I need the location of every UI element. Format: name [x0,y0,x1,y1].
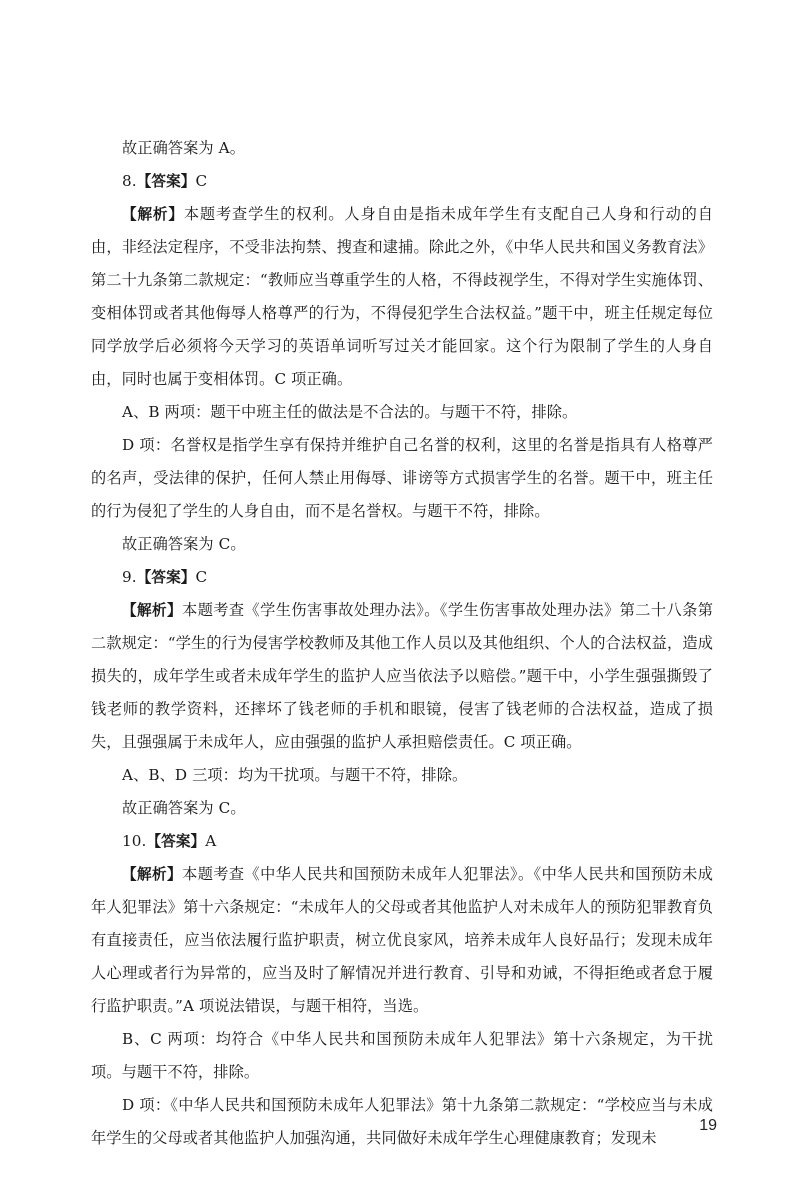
paragraph [91,1023,713,1089]
analysis-label: 【解析】 [122,602,183,619]
answer-label: 【答案】 [136,569,196,586]
analysis-label: 【解析】 [122,206,184,223]
question-number: 8. [122,172,137,190]
paragraph-text: A、B、D 三项：均为干扰项。与题干不符，排除。 [122,766,468,784]
analysis-label: 【解析】 [122,866,183,883]
analysis-text: 本题考查《中华人民共和国预防未成年人犯罪法》。《中华人民共和国预防未成年人犯罪法》第十六条规定：“未成年人的父母或者其他监护人对未成年人的预防犯罪教育负有直接责任，应当依法履行监护职责，树立优良家风，培养未成年人良好品行；发现未成年人心理或者行为异常的，应当及时了解情况并进行教育、引导和劝诫，不得拒绝或者怠于履行监护职责。”A 项说法错误，与题干相符，当选。 [91,865,713,1015]
paragraph [91,792,713,825]
analysis-text: 本题考查《学生伤害事故处理办法》。《学生伤害事故处理办法》第二十八条第二款规定：“学生的行为侵害学校教师及其他工作人员以及其他组织、个人的合法权益，造成损失的，成年学生或者未成年学生的监护人应当依法予以赔偿。”题干中，小学生强强撕毁了钱老师的教学资料，还摔坏了钱老师的手机和眼镜，侵害了钱老师的合法权益，造成了损失，且强强属于未成年人，应由强强的监护人承担赔偿责任。C 项正确。 [91,601,713,751]
answer-value: A [205,832,217,850]
paragraph [91,429,713,528]
paragraph-text: 故正确答案为 C。 [122,535,246,553]
paragraph-text: D 项：《中华人民共和国预防未成年人犯罪法》第十九条第二款规定：“学校应当与未成年学生的父母或者其他监护人加强沟通，共同做好未成年学生心理健康教育；发现未 [91,1096,713,1147]
analysis-paragraph [91,198,713,396]
paragraph-text: 故正确答案为 A。 [122,139,246,157]
answer-label: 【答案】 [146,833,206,850]
paragraph [91,759,713,792]
answer-label: 【答案】 [136,173,196,190]
paragraph-text: B、C 两项：均符合《中华人民共和国预防未成年人犯罪法》第十六条规定，为干扰项。与题干不符，排除。 [91,1030,713,1081]
answer-line [91,165,713,198]
paragraph [91,1089,713,1155]
question-number: 9. [122,568,137,586]
page-content [91,132,713,1155]
answer-value: C [195,172,208,190]
paragraph-text: D 项：名誉权是指学生享有保持并维护自己名誉的权利，这里的名誉是指具有人格尊严的名声，受法律的保护，任何人禁止用侮辱、诽谤等方式损害学生的名誉。题干中，班主任的行为侵犯了学生的人身自由，而不是名誉权。与题干不符，排除。 [91,436,713,520]
page-number: 19 [699,1117,717,1134]
answer-line [91,561,713,594]
analysis-paragraph [91,594,713,759]
question-number: 10. [122,832,147,850]
answer-value: C [195,568,208,586]
answer-line [91,825,713,858]
paragraph-text: 故正确答案为 C。 [122,799,246,817]
paragraph [91,396,713,429]
paragraph-text: A、B 两项：题干中班主任的做法是不合法的。与题干不符，排除。 [122,403,578,421]
paragraph [91,528,713,561]
analysis-paragraph [91,858,713,1023]
paragraph [91,132,713,165]
analysis-text: 本题考查学生的权利。人身自由是指未成年学生有支配自己人身和行动的自由，非经法定程序，不受非法拘禁、搜查和逮捕。除此之外，《中华人民共和国义务教育法》第二十九条第二款规定：“教师应当尊重学生的人格，不得歧视学生，不得对学生实施体罚、变相体罚或者其他侮辱人格尊严的行为，不得侵犯学生合法权益。”题干中，班主任规定每位同学放学后必须将今天学习的英语单词听写过关才能回家。这个行为限制了学生的人身自由，同时也属于变相体罚。C 项正确。 [91,205,713,388]
